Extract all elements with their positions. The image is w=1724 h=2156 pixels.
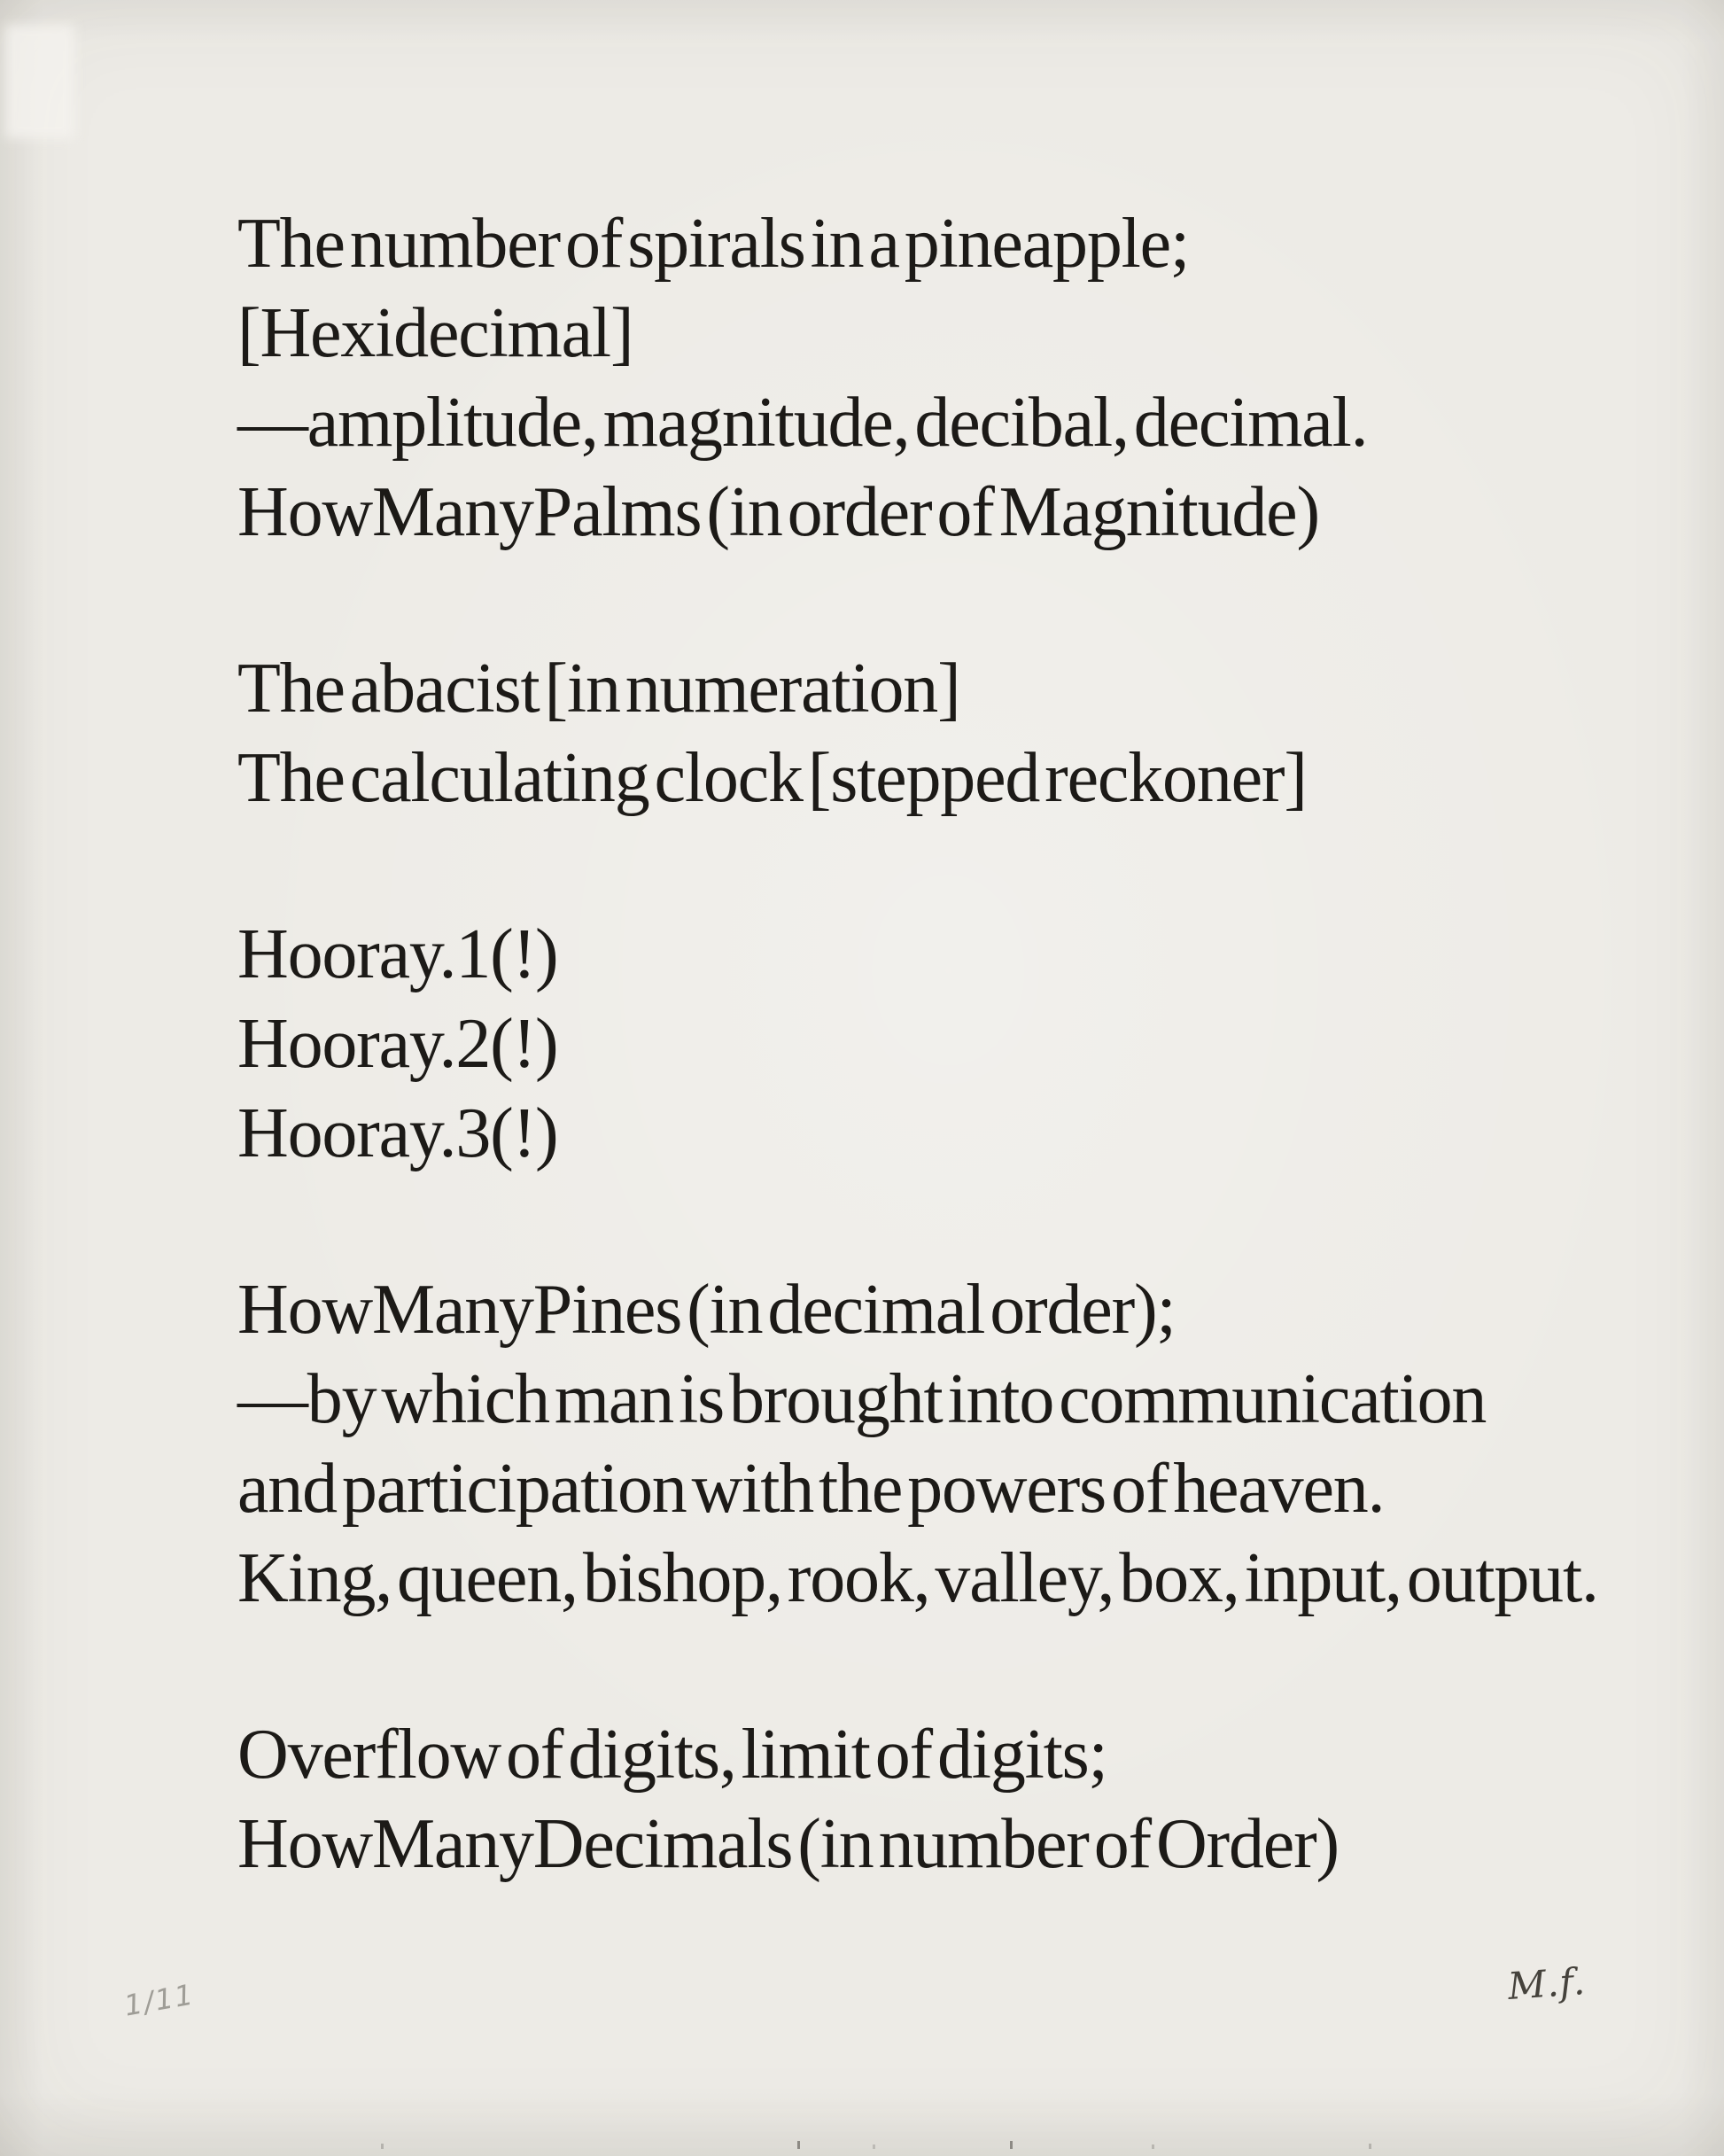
poem-line: The calculating clock [stepped reckoner] [237,739,1307,817]
poem-line: HowManyPines (in decimal order); [237,1271,1176,1349]
paper-highlight-patch [5,25,74,138]
paper-edge-speck [1010,2141,1013,2149]
poem-line: The number of spirals in a pineapple; [237,205,1189,283]
poem-text [237,199,1618,1889]
poem-line: —amplitude, magnitude, decibal, decimal. [237,384,1368,462]
poem-stanza-4 [237,1265,1618,1623]
poem-stanza-5 [237,1710,1618,1889]
poem-line: Hooray.2(!) [237,1005,558,1083]
poem-line: Overflow of digits, limit of digits; [237,1716,1107,1794]
artist-signature-pencil-mark: M.f. [1506,1958,1588,2009]
poem-stanza-3 [237,910,1618,1179]
poem-stanza-2 [237,644,1618,823]
poem-line: Hooray.3(!) [237,1094,558,1172]
paper-edge-speck [797,2141,800,2149]
poem-stanza-1 [237,199,1618,557]
poem-line: and participation with the powers of heaven. [237,1450,1385,1528]
poem-line: Hooray.1(!) [237,915,558,993]
poem-line: —by which man is brought into communication [237,1360,1487,1438]
paper-edge-speck [873,2144,875,2149]
paper-edge-speck [1369,2144,1371,2149]
poem-line: [Hexidecimal] [237,294,633,372]
edition-number-pencil-mark: 1/11 [121,1977,198,2023]
poem-line: King, queen, bishop, rook, valley, box, input, output. [237,1539,1598,1617]
poem-line: The abacist [in numeration] [237,650,960,728]
poem-line: HowManyPalms (in order of Magnitude) [237,473,1319,551]
poem-line: HowManyDecimals (in number of Order) [237,1805,1339,1883]
paper-edge-speck [1152,2144,1154,2149]
paper-edge-speck [381,2144,384,2149]
